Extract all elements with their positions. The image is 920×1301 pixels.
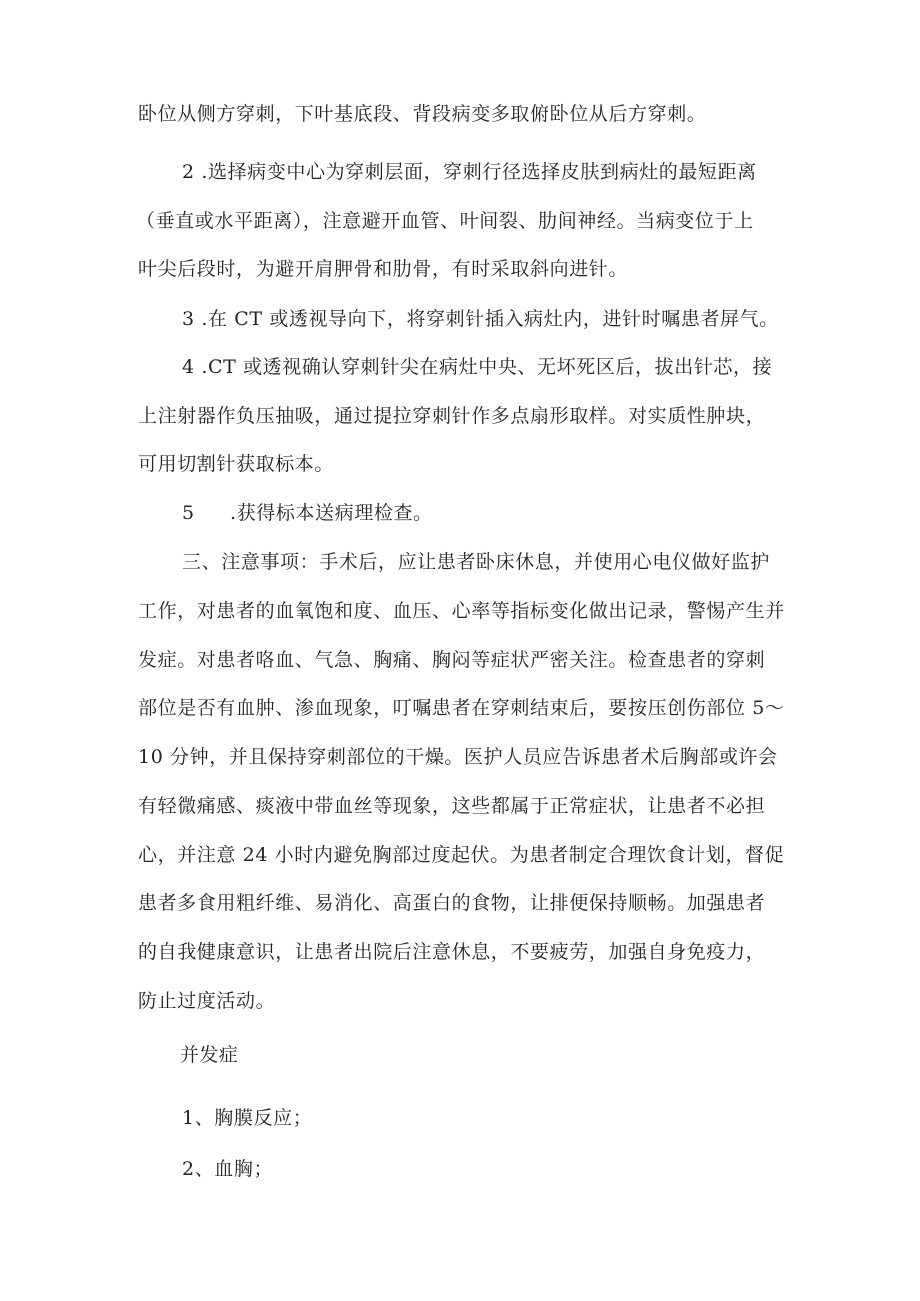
list-item: 2、血胸；	[182, 1158, 274, 1180]
text-line: 3 .在 CT 或透视导向下，将穿刺针插入病灶内，进针时嘱患者屏气。	[182, 308, 779, 330]
text-line: 2 .选择病变中心为穿刺层面，穿刺行径选择皮肤到病灶的最短距离	[182, 161, 757, 183]
section-heading: 并发症	[180, 1044, 239, 1066]
text-line: 三、注意事项：手术后，应让患者卧床休息，并使用心电仪做好监护	[182, 551, 771, 573]
text-line: 发症。对患者咯血、气急、胸痛、胸闷等症状严密关注。检查患者的穿刺	[138, 649, 766, 671]
text-line: （垂直或水平距离），注意避开血管、叶间裂、肋间神经。当病变位于上	[136, 210, 754, 232]
text-line: 有轻微痛感、痰液中带血丝等现象，这些都属于正常症状，让患者不必担	[138, 795, 766, 817]
text-line: 可用切割针获取标本。	[138, 453, 335, 475]
text-line: 叶尖后段时，为避开肩胛骨和肋骨，有时采取斜向进针。	[138, 258, 629, 280]
text-line: 的自我健康意识，让患者出院后注意休息，不要疲劳，加强自身免疫力，	[138, 941, 766, 963]
list-number: 5	[182, 502, 195, 524]
text-line: 卧位从侧方穿刺，下叶基底段、背段病变多取俯卧位从后方穿刺。	[138, 103, 707, 125]
text-line: 工作，对患者的血氧饱和度、血压、心率等指标变化做出记录，警惕产生并	[138, 600, 785, 622]
text-line: 心，并注意 24 小时内避免胸部过度起伏。为患者制定合理饮食计划，督促	[138, 844, 785, 866]
list-item: 1、胸膜反应；	[182, 1107, 313, 1129]
text-line: 防止过度活动。	[138, 990, 276, 1012]
text-line: 4 .CT 或透视确认穿刺针尖在病灶中央、无坏死区后，拔出针芯，接	[182, 356, 773, 378]
text-line: 10 分钟，并且保持穿刺部位的干燥。医护人员应告诉患者术后胸部或许会	[138, 746, 778, 768]
text-line: 上注射器作负压抽吸，通过提拉穿刺针作多点扇形取样。对实质性肿块，	[138, 405, 766, 427]
text-line: 部位是否有血肿、渗血现象，叮嘱患者在穿刺结束后，要按压创伤部位 5～	[138, 697, 785, 719]
text-line: .获得标本送病理检查。	[230, 502, 433, 524]
text-line: 患者多食用粗纤维、易消化、高蛋白的食物，让排便保持顺畅。加强患者	[138, 892, 766, 914]
